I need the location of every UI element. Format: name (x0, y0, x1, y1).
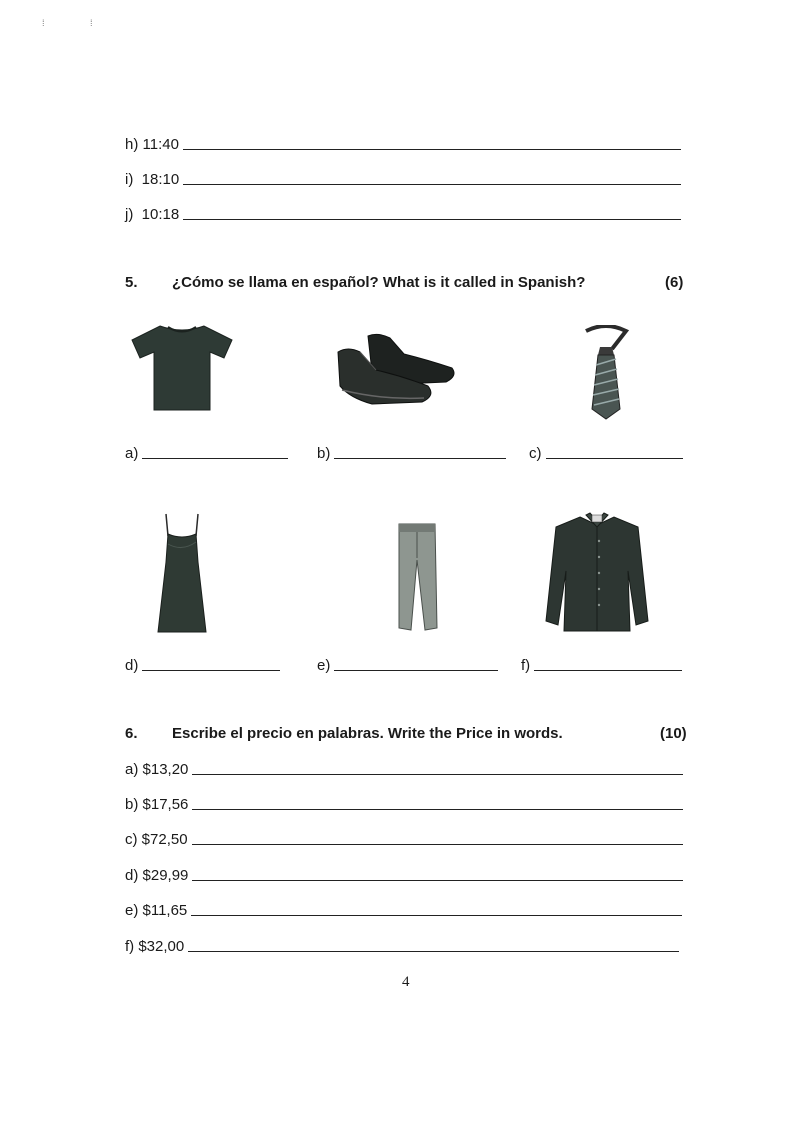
time-label: j) 10:18 (125, 206, 180, 223)
section-title: Escribe el precio en palabras. Write the Price in words. (172, 725, 563, 742)
price-row (125, 793, 683, 813)
section-number: 5. (125, 274, 138, 291)
section-6-heading (125, 725, 563, 742)
section-number: 6. (125, 725, 138, 742)
price-label: f) $32,00 (125, 938, 185, 955)
item-label: d) (125, 657, 139, 674)
time-label: i) 18:10 (125, 171, 180, 188)
answer-line[interactable] (188, 950, 679, 952)
price-label: a) $13,20 (125, 761, 189, 778)
price-label: c) $72,50 (125, 831, 188, 848)
answer-f (521, 654, 682, 674)
answer-line[interactable] (546, 457, 683, 459)
answer-line[interactable] (183, 148, 681, 150)
answer-line[interactable] (142, 457, 288, 459)
price-label: d) $29,99 (125, 867, 189, 884)
price-label: e) $11,65 (125, 902, 188, 919)
tshirt-icon (130, 322, 234, 412)
price-row (125, 758, 683, 778)
section-title: ¿Cómo se llama en español? What is it called in Spanish? (172, 274, 586, 291)
price-label: b) $17,56 (125, 796, 189, 813)
answer-d (125, 654, 280, 674)
answer-line[interactable] (192, 773, 683, 775)
tie-icon (578, 325, 634, 421)
answer-line[interactable] (183, 218, 681, 220)
answer-line[interactable] (334, 669, 498, 671)
trousers-icon (395, 520, 439, 632)
time-row (125, 168, 681, 188)
item-label: f) (521, 657, 531, 674)
price-row (125, 899, 682, 919)
answer-line[interactable] (192, 843, 683, 845)
answer-line[interactable] (183, 183, 681, 185)
section-points: (6) (665, 274, 684, 291)
scan-mark: ⁞ (90, 18, 93, 28)
section-points: (10) (660, 725, 687, 742)
answer-line[interactable] (534, 669, 682, 671)
answer-line[interactable] (192, 808, 683, 810)
price-row (125, 828, 683, 848)
answer-c (529, 442, 683, 462)
answer-line[interactable] (192, 879, 683, 881)
shoes-icon (332, 330, 458, 410)
dress-icon (154, 512, 210, 634)
answer-a (125, 442, 288, 462)
item-label: a) (125, 445, 139, 462)
price-row (125, 935, 679, 955)
shirt-icon (542, 511, 652, 635)
section-5-heading (125, 274, 585, 291)
scan-mark: ⁞ (42, 18, 45, 28)
item-label: b) (317, 445, 331, 462)
time-row (125, 203, 681, 223)
time-label: h) 11:40 (125, 136, 179, 153)
answer-b (317, 442, 506, 462)
answer-line[interactable] (334, 457, 506, 459)
answer-line[interactable] (191, 914, 682, 916)
price-row (125, 864, 683, 884)
answer-e (317, 654, 498, 674)
page-number: 4 (402, 974, 410, 990)
item-label: c) (529, 445, 542, 462)
time-row (125, 133, 681, 153)
item-label: e) (317, 657, 331, 674)
answer-line[interactable] (142, 669, 280, 671)
